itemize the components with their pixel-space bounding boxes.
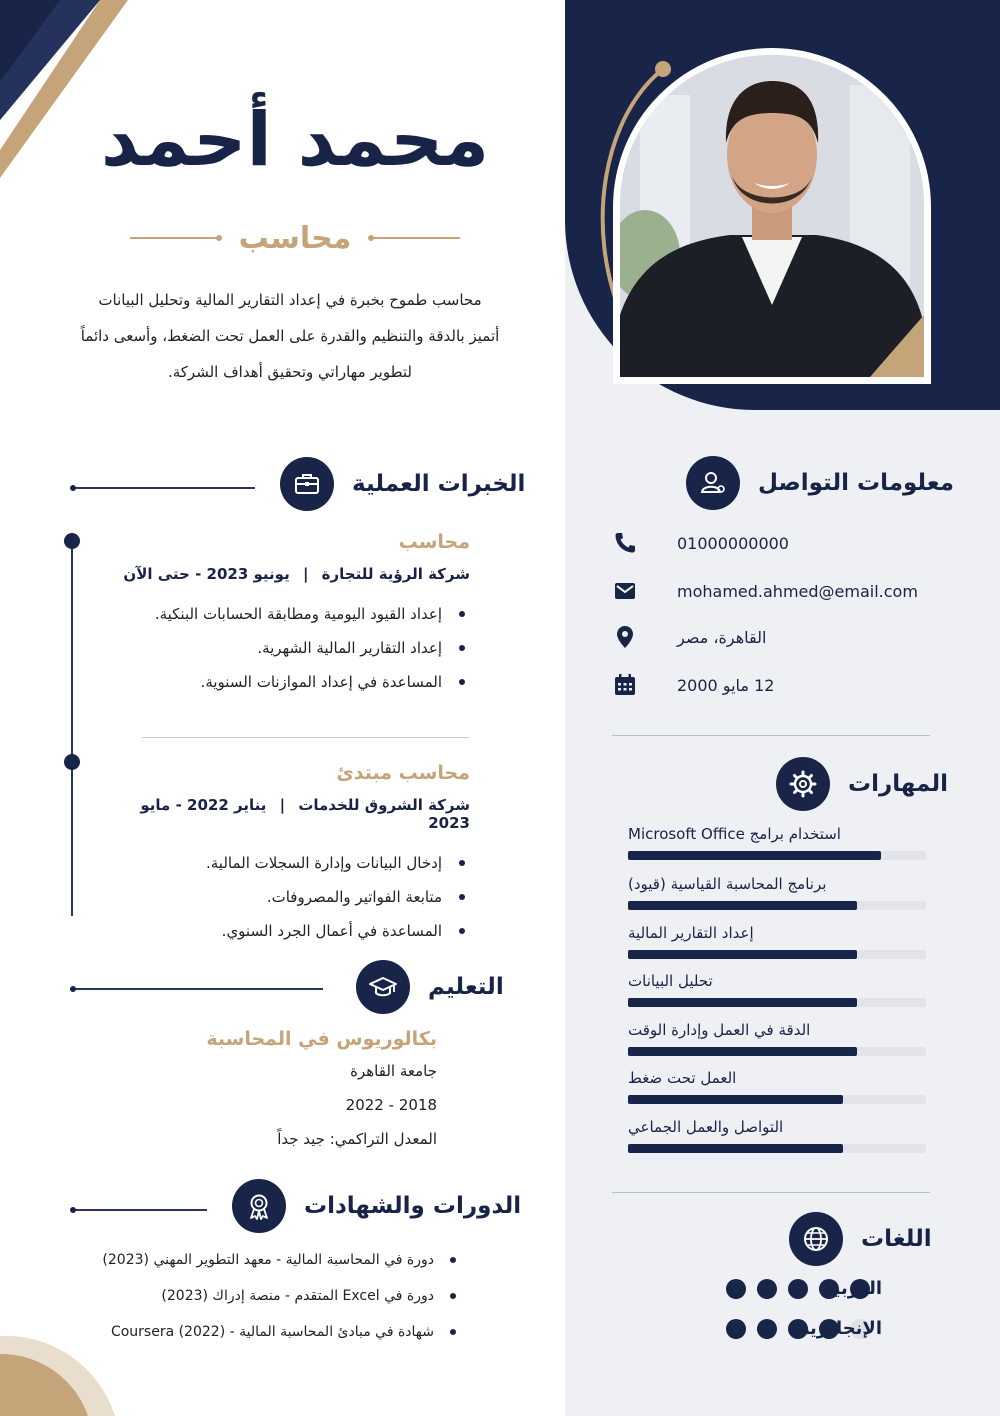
list-item: إدخال البيانات وإدارة السجلات المالية.: [120, 846, 470, 880]
skill-label: برنامج المحاسبة القياسية (قيود): [628, 875, 827, 893]
language-row-arabic: [622, 1273, 882, 1303]
job-title-line-left: [130, 237, 219, 239]
languages-section-title: اللغات: [861, 1226, 932, 1252]
calendar-icon: [612, 672, 638, 698]
skill-item: [628, 922, 926, 959]
section-header-line: [73, 487, 255, 489]
skill-label: الدقة في العمل وإدارة الوقت: [628, 1021, 811, 1039]
skill-bar-fill: [628, 1144, 843, 1153]
experience-tasks: [120, 597, 470, 699]
experience-company: شركة الشروق للخدمات: [298, 796, 470, 814]
skills-section-title: المهارات: [848, 771, 948, 797]
email-address: mohamed.ahmed@email.com: [677, 581, 918, 601]
language-name: الإنجليزية: [799, 1317, 882, 1339]
experience-section-header: [280, 457, 525, 511]
experience-meta: [120, 565, 470, 583]
list-item: متابعة الفواتير والمصروفات.: [120, 880, 470, 914]
gear-icon: [776, 757, 830, 811]
skill-bar-fill: [628, 1047, 857, 1056]
skill-bar: [628, 851, 926, 860]
language-row-english: [622, 1313, 882, 1343]
contact-email: [612, 576, 932, 606]
skill-item: [628, 1067, 926, 1104]
experience-company: شركة الرؤية للتجارة: [321, 565, 470, 583]
skill-bar: [628, 998, 926, 1007]
timeline-dot: [64, 533, 80, 549]
skill-bar: [628, 1144, 926, 1153]
section-header-line: [73, 988, 323, 990]
briefcase-icon: [280, 457, 334, 511]
experience-job-title: محاسب مبتدئ: [336, 762, 470, 784]
summary-line: محاسب طموح بخبرة في إعداد التقارير المالية وتحليل البيانات: [98, 291, 482, 309]
skill-label: تحليل البيانات: [628, 972, 713, 990]
award-icon: [232, 1179, 286, 1233]
contact-phone: [612, 528, 932, 558]
email-icon: [612, 578, 638, 604]
list-item: المساعدة في إعداد الموازنات السنوية.: [120, 665, 470, 699]
phone-number: 01000000000: [677, 533, 789, 553]
level-dot-filled: [757, 1319, 777, 1339]
education-years: 2018 - 2022: [345, 1096, 437, 1114]
level-dot-filled: [788, 1279, 808, 1299]
language-name: العربية: [822, 1277, 882, 1299]
skill-bar: [628, 950, 926, 959]
job-title-row: [130, 218, 460, 258]
job-title-line-right: [371, 237, 460, 239]
sidebar-divider: [612, 735, 930, 736]
user-icon: [686, 456, 740, 510]
phone-icon: [612, 530, 638, 556]
contact-birthdate: [612, 670, 932, 700]
list-item: إعداد القيود اليومية ومطابقة الحسابات البنكية.: [120, 597, 470, 631]
birthdate-text: 12 مايو 2000: [677, 675, 775, 695]
courses-list: [70, 1244, 460, 1352]
skill-bar: [628, 1095, 926, 1104]
list-item: شهادة في مبادئ المحاسبة المالية - Coursera (2022): [70, 1316, 460, 1352]
languages-section-header: [789, 1212, 932, 1266]
list-item: دورة في Excel المتقدم - منصة إدراك (2023): [70, 1280, 460, 1316]
skill-item: [628, 1116, 926, 1153]
skill-label: إعداد التقارير المالية: [628, 924, 754, 942]
experience-item: [120, 762, 470, 948]
skill-bar: [628, 901, 926, 910]
skill-label: العمل تحت ضغط: [628, 1069, 737, 1087]
list-item: دورة في المحاسبة المالية - معهد التطوير المهني (2023): [70, 1244, 460, 1280]
experience-tasks: [120, 846, 470, 948]
level-dot-filled: [757, 1279, 777, 1299]
skills-section-header: [776, 757, 948, 811]
meta-separator: |: [279, 796, 286, 814]
experience-section-title: الخبرات العملية: [352, 471, 526, 497]
education-section-title: التعليم: [428, 974, 504, 1000]
person-name: محمد أحمد: [100, 97, 490, 183]
skill-item: [628, 873, 926, 910]
graduation-cap-icon: [356, 960, 410, 1014]
skill-item: [628, 970, 926, 1007]
skill-bar-fill: [628, 1095, 843, 1104]
experience-job-title: محاسب: [398, 531, 470, 553]
list-item: المساعدة في أعمال الجرد السنوي.: [120, 914, 470, 948]
list-item: إعداد التقارير المالية الشهرية.: [120, 631, 470, 665]
education-university: جامعة القاهرة: [350, 1062, 437, 1080]
contact-section-header: [686, 456, 954, 510]
experience-meta: [120, 796, 470, 832]
skill-bar-fill: [628, 851, 881, 860]
summary-line: لتطوير مهاراتي وتحقيق أهداف الشركة.: [167, 363, 413, 381]
timeline-dot: [64, 754, 80, 770]
skill-bar: [628, 1047, 926, 1056]
education-grade: المعدل التراكمي: جيد جداً: [277, 1130, 437, 1148]
courses-section-title: الدورات والشهادات: [304, 1193, 522, 1219]
location-icon: [612, 624, 638, 650]
experience-period: يونيو 2023 - حتى الآن: [123, 565, 290, 583]
profile-photo-frame: [613, 48, 931, 384]
skill-item: [628, 1019, 926, 1056]
education-item: [200, 1024, 437, 1156]
profile-photo: [620, 55, 924, 377]
skill-label: التواصل والعمل الجماعي: [628, 1118, 784, 1136]
skill-label: استخدام برامج Microsoft Office: [628, 825, 841, 843]
contact-location: [612, 622, 932, 652]
level-dot-filled: [726, 1279, 746, 1299]
experience-separator: [142, 737, 469, 738]
globe-icon: [789, 1212, 843, 1266]
skill-bar-fill: [628, 998, 857, 1007]
sidebar-divider: [612, 1192, 930, 1193]
experience-period: يناير 2022 - مايو 2023: [140, 796, 470, 832]
location-text: القاهرة، مصر: [677, 627, 767, 647]
experience-item: [120, 531, 470, 699]
job-title: محاسب: [238, 220, 352, 256]
skill-bar-fill: [628, 950, 857, 959]
education-section-header: [356, 960, 504, 1014]
skill-bar-fill: [628, 901, 857, 910]
skill-item: [628, 823, 926, 860]
education-degree: بكالوريوس في المحاسبة: [206, 1028, 437, 1050]
experience-timeline: [71, 541, 73, 916]
courses-section-header: [232, 1179, 521, 1233]
level-dot-filled: [726, 1319, 746, 1339]
section-header-line: [73, 1209, 207, 1211]
meta-separator: |: [302, 565, 309, 583]
profile-summary: [60, 282, 520, 390]
contact-section-title: معلومات التواصل: [758, 470, 954, 496]
summary-line: أتميز بالدقة والتنظيم والقدرة على العمل تحت الضغط، وأسعى دائماً: [80, 327, 500, 345]
